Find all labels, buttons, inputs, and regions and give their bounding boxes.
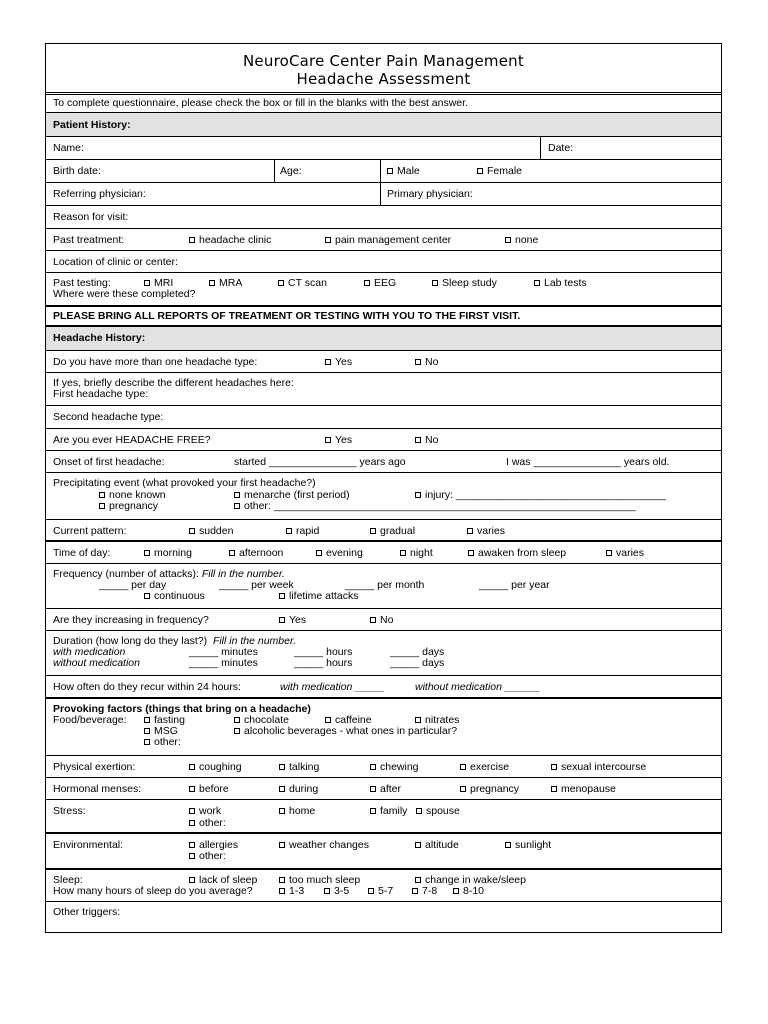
checkbox[interactable] bbox=[189, 786, 195, 792]
describe-row[interactable] bbox=[46, 373, 721, 406]
increasing-yes[interactable]: Yes bbox=[279, 615, 306, 626]
exertion-chewing[interactable]: chewing bbox=[370, 762, 419, 773]
checkbox[interactable] bbox=[432, 280, 438, 286]
patient-history-heading-row bbox=[46, 113, 721, 137]
sleep-1-3[interactable]: 1-3 bbox=[279, 886, 304, 897]
checkbox[interactable] bbox=[209, 280, 215, 286]
exertion-label: Physical exertion: bbox=[53, 761, 136, 773]
time-varies[interactable]: varies bbox=[606, 548, 644, 559]
menses-pregnancy[interactable]: pregnancy bbox=[460, 784, 519, 795]
checkbox[interactable] bbox=[316, 550, 322, 556]
food-other[interactable]: other: bbox=[144, 737, 181, 748]
onset-age[interactable]: I was _______________ years old. bbox=[506, 456, 670, 468]
checkbox[interactable] bbox=[189, 237, 195, 243]
time-afternoon[interactable]: afternoon bbox=[229, 548, 283, 559]
other-triggers-label: Other triggers: bbox=[53, 906, 121, 918]
headache-history-heading-row bbox=[46, 327, 721, 351]
first-type-label: First headache type: bbox=[53, 388, 149, 400]
checkbox[interactable] bbox=[534, 280, 540, 286]
provoking-row bbox=[46, 699, 721, 756]
frequency-per-year[interactable]: _____ per year bbox=[479, 579, 550, 591]
checkbox[interactable] bbox=[279, 764, 285, 770]
notice-row bbox=[46, 307, 721, 327]
male-option[interactable] bbox=[387, 166, 420, 177]
checkbox[interactable] bbox=[189, 842, 195, 848]
sleep-lack[interactable]: lack of sleep bbox=[189, 875, 257, 886]
instructions: To complete questionnaire, please check the box or fill in the blanks with the best answer. bbox=[53, 97, 468, 109]
pattern-sudden[interactable]: sudden bbox=[189, 526, 233, 537]
frequency-row bbox=[46, 564, 721, 609]
time-awaken[interactable]: awaken from sleep bbox=[468, 548, 566, 559]
checkbox[interactable] bbox=[286, 528, 292, 534]
checkbox[interactable] bbox=[229, 550, 235, 556]
male-label: Male bbox=[397, 165, 420, 177]
frequency-label: Frequency (number of attacks): Fill in the number. bbox=[53, 568, 285, 580]
with-days[interactable]: _____ days bbox=[390, 646, 445, 658]
female-label: Female bbox=[487, 165, 523, 177]
form-title bbox=[46, 44, 721, 92]
treatment-none[interactable]: none bbox=[505, 235, 538, 246]
female-option[interactable] bbox=[477, 166, 522, 177]
checkbox[interactable] bbox=[144, 739, 150, 745]
recur-label: How often do they recur within 24 hours: bbox=[53, 681, 241, 693]
frequency-per-day[interactable]: _____ per day bbox=[99, 579, 167, 591]
past-treatment-label: Past treatment: bbox=[53, 234, 125, 246]
duration-without-med: without medication bbox=[53, 657, 140, 669]
second-type-row[interactable] bbox=[46, 406, 721, 429]
checkbox[interactable] bbox=[505, 842, 511, 848]
frequency-per-week[interactable]: _____ per week bbox=[219, 579, 294, 591]
title-line-1: NeuroCare Center Pain Management bbox=[243, 52, 524, 70]
stress-other[interactable]: other: bbox=[189, 818, 226, 829]
testing-eeg[interactable]: EEG bbox=[364, 278, 396, 289]
checkbox[interactable] bbox=[416, 808, 422, 814]
more-than-one-label: Do you have more than one headache type: bbox=[53, 356, 258, 368]
checkbox[interactable] bbox=[279, 877, 285, 883]
menses-menopause[interactable]: menopause bbox=[551, 784, 616, 795]
food-fasting[interactable]: fasting bbox=[144, 715, 185, 726]
checkbox[interactable] bbox=[279, 786, 285, 792]
env-sunlight[interactable]: sunlight bbox=[505, 840, 551, 851]
checkbox[interactable] bbox=[234, 492, 240, 498]
checkbox[interactable] bbox=[368, 888, 374, 894]
more-than-one-no[interactable]: No bbox=[415, 357, 438, 368]
frequency-per-month[interactable]: _____ per month bbox=[345, 579, 425, 591]
checkbox[interactable] bbox=[144, 593, 150, 599]
checkbox[interactable] bbox=[189, 820, 195, 826]
increasing-no[interactable]: No bbox=[370, 615, 393, 626]
checkbox[interactable] bbox=[467, 528, 473, 534]
stress-family[interactable]: family bbox=[370, 806, 407, 817]
food-chocolate[interactable]: chocolate bbox=[234, 715, 289, 726]
checkbox[interactable] bbox=[99, 492, 105, 498]
checkbox[interactable] bbox=[325, 359, 331, 365]
checkbox[interactable] bbox=[415, 359, 421, 365]
checkbox[interactable] bbox=[415, 492, 421, 498]
testing-lab[interactable]: Lab tests bbox=[534, 278, 587, 289]
checkbox[interactable] bbox=[189, 764, 195, 770]
testing-mri[interactable]: MRI bbox=[144, 278, 173, 289]
title-line-2: Headache Assessment bbox=[296, 70, 471, 88]
checkbox[interactable] bbox=[551, 764, 557, 770]
food-caffeine[interactable]: caffeine bbox=[325, 715, 372, 726]
env-altitude[interactable]: altitude bbox=[415, 840, 459, 851]
checkbox[interactable] bbox=[234, 503, 240, 509]
headache-history-heading: Headache History: bbox=[53, 332, 146, 344]
stress-row bbox=[46, 800, 721, 834]
exertion-row bbox=[46, 756, 721, 778]
sleep-8-10[interactable]: 8-10 bbox=[453, 886, 484, 897]
notice: PLEASE BRING ALL REPORTS OF TREATMENT OR TESTING WITH YOU TO THE FIRST VISIT. bbox=[53, 310, 521, 322]
food-label: Food/beverage: bbox=[53, 714, 127, 726]
primary-physician-label: Primary physician: bbox=[387, 188, 473, 200]
checkbox[interactable] bbox=[370, 786, 376, 792]
menses-before[interactable]: before bbox=[189, 784, 229, 795]
checkbox[interactable] bbox=[279, 888, 285, 894]
checkbox[interactable] bbox=[324, 888, 330, 894]
describe-label: If yes, briefly describe the different headaches here: bbox=[53, 377, 294, 389]
exertion-exercise[interactable]: exercise bbox=[460, 762, 509, 773]
headache-assessment-form bbox=[45, 43, 722, 933]
pattern-rapid[interactable]: rapid bbox=[286, 526, 319, 537]
headache-free-no[interactable]: No bbox=[415, 435, 438, 446]
without-minutes[interactable]: _____ minutes bbox=[189, 657, 258, 669]
frequency-continuous[interactable]: continuous bbox=[144, 591, 205, 602]
checkbox[interactable] bbox=[415, 842, 421, 848]
checkbox[interactable] bbox=[189, 528, 195, 534]
patient-history-heading: Patient History: bbox=[53, 119, 131, 131]
checkbox[interactable] bbox=[144, 280, 150, 286]
checkbox[interactable] bbox=[234, 717, 240, 723]
checkbox[interactable] bbox=[144, 550, 150, 556]
env-allergies[interactable]: allergies bbox=[189, 840, 238, 851]
male-checkbox[interactable] bbox=[387, 168, 393, 174]
sleep-label: Sleep: bbox=[53, 874, 83, 886]
birth-date-label: Birth date: bbox=[53, 165, 101, 177]
checkbox[interactable] bbox=[551, 786, 557, 792]
sleep-row bbox=[46, 870, 721, 902]
checkbox[interactable] bbox=[370, 808, 376, 814]
checkbox[interactable] bbox=[279, 808, 285, 814]
checkbox[interactable] bbox=[144, 717, 150, 723]
date-label: Date: bbox=[548, 142, 574, 154]
checkbox[interactable] bbox=[412, 888, 418, 894]
name-row[interactable] bbox=[46, 137, 721, 160]
recur-with[interactable]: with medication _____ bbox=[280, 681, 385, 693]
with-minutes[interactable]: _____ minutes bbox=[189, 646, 258, 658]
checkbox[interactable] bbox=[279, 593, 285, 599]
without-hours[interactable]: _____ hours bbox=[294, 657, 353, 669]
more-than-one-yes[interactable]: Yes bbox=[325, 357, 352, 368]
precipitating-row bbox=[46, 473, 721, 520]
food-alcohol[interactable]: alcoholic beverages - what ones in particular? bbox=[234, 726, 457, 737]
checkbox[interactable] bbox=[189, 853, 195, 859]
food-nitrates[interactable]: nitrates bbox=[415, 715, 459, 726]
age-label: Age: bbox=[280, 165, 302, 177]
checkbox[interactable] bbox=[189, 877, 195, 883]
instructions-row bbox=[46, 95, 721, 113]
stress-work[interactable]: work bbox=[189, 806, 221, 817]
increasing-row bbox=[46, 609, 721, 631]
checkbox[interactable] bbox=[415, 717, 421, 723]
more-than-one-row bbox=[46, 351, 721, 373]
referring-physician-label: Referring physician: bbox=[53, 188, 146, 200]
environmental-label: Environmental: bbox=[53, 839, 124, 851]
checkbox[interactable] bbox=[460, 764, 466, 770]
treatment-headache-clinic[interactable]: headache clinic bbox=[189, 235, 271, 246]
past-testing-label: Past testing: bbox=[53, 277, 111, 289]
headache-free-row bbox=[46, 429, 721, 451]
treatment-pain-center[interactable]: pain management center bbox=[325, 235, 451, 246]
checkbox[interactable] bbox=[325, 717, 331, 723]
checkbox[interactable] bbox=[415, 877, 421, 883]
location-row[interactable] bbox=[46, 251, 721, 273]
checkbox[interactable] bbox=[144, 728, 150, 734]
checkbox[interactable] bbox=[400, 550, 406, 556]
other-triggers-row[interactable] bbox=[46, 902, 721, 932]
exertion-coughing[interactable]: coughing bbox=[189, 762, 242, 773]
recur-without[interactable]: without medication ______ bbox=[415, 681, 540, 693]
checkbox[interactable] bbox=[460, 786, 466, 792]
checkbox[interactable] bbox=[325, 437, 331, 443]
onset-started[interactable]: started _______________ years ago bbox=[234, 456, 406, 468]
time-row bbox=[46, 542, 721, 564]
checkbox[interactable] bbox=[279, 842, 285, 848]
food-msg[interactable]: MSG bbox=[144, 726, 178, 737]
testing-mra[interactable]: MRA bbox=[209, 278, 242, 289]
checkbox[interactable] bbox=[415, 437, 421, 443]
without-days[interactable]: _____ days bbox=[390, 657, 445, 669]
onset-row[interactable] bbox=[46, 451, 721, 473]
time-label: Time of day: bbox=[53, 547, 111, 559]
with-hours[interactable]: _____ hours bbox=[294, 646, 353, 658]
pattern-gradual[interactable]: gradual bbox=[370, 526, 415, 537]
menses-after[interactable]: after bbox=[370, 784, 401, 795]
stress-label: Stress: bbox=[53, 805, 86, 817]
sleep-7-8[interactable]: 7-8 bbox=[412, 886, 437, 897]
duration-label: Duration (how long do they last?) Fill in the number. bbox=[53, 635, 296, 647]
precip-other[interactable]: other: ______________________________________________________________ bbox=[234, 501, 636, 512]
location-label: Location of clinic or center: bbox=[53, 256, 178, 268]
environmental-row bbox=[46, 834, 721, 870]
checkbox[interactable] bbox=[468, 550, 474, 556]
checkbox[interactable] bbox=[189, 808, 195, 814]
frequency-lifetime[interactable]: lifetime attacks bbox=[279, 591, 358, 602]
checkbox[interactable] bbox=[505, 237, 511, 243]
testing-ct[interactable]: CT scan bbox=[278, 278, 327, 289]
checkbox[interactable] bbox=[370, 617, 376, 623]
precip-menarche[interactable]: menarche (first period) bbox=[234, 490, 350, 501]
headache-free-yes[interactable]: Yes bbox=[325, 435, 352, 446]
env-weather[interactable]: weather changes bbox=[279, 840, 369, 851]
physician-row[interactable] bbox=[46, 183, 721, 206]
recur-row bbox=[46, 676, 721, 699]
precip-pregnancy[interactable]: pregnancy bbox=[99, 501, 158, 512]
exertion-intercourse[interactable]: sexual intercourse bbox=[551, 762, 646, 773]
exertion-talking[interactable]: talking bbox=[279, 762, 319, 773]
checkbox[interactable] bbox=[278, 280, 284, 286]
checkbox[interactable] bbox=[325, 237, 331, 243]
testing-sleep[interactable]: Sleep study bbox=[432, 278, 497, 289]
onset-label: Onset of first headache: bbox=[53, 456, 165, 468]
sleep-5-7[interactable]: 5-7 bbox=[368, 886, 393, 897]
female-checkbox[interactable] bbox=[477, 168, 483, 174]
pattern-varies[interactable]: varies bbox=[467, 526, 505, 537]
past-testing-row bbox=[46, 273, 721, 307]
sleep-change[interactable]: change in wake/sleep bbox=[415, 875, 526, 886]
time-evening[interactable]: evening bbox=[316, 548, 363, 559]
past-treatment-row bbox=[46, 229, 721, 251]
checkbox[interactable] bbox=[279, 617, 285, 623]
headache-free-label: Are you ever HEADACHE FREE? bbox=[53, 434, 211, 446]
birth-row[interactable] bbox=[46, 160, 721, 183]
pattern-row bbox=[46, 520, 721, 542]
increasing-label: Are they increasing in frequency? bbox=[53, 614, 209, 626]
sleep-hours-label: How many hours of sleep do you average? bbox=[53, 885, 253, 897]
second-type-label: Second headache type: bbox=[53, 411, 164, 423]
checkbox[interactable] bbox=[453, 888, 459, 894]
menses-during[interactable]: during bbox=[279, 784, 318, 795]
checkbox[interactable] bbox=[370, 528, 376, 534]
precip-injury[interactable]: injury: ____________________________________ bbox=[415, 490, 666, 501]
sleep-too-much[interactable]: too much sleep bbox=[279, 875, 360, 886]
stress-spouse[interactable]: spouse bbox=[416, 806, 460, 817]
checkbox[interactable] bbox=[606, 550, 612, 556]
checkbox[interactable] bbox=[234, 728, 240, 734]
duration-row bbox=[46, 631, 721, 676]
pattern-label: Current pattern: bbox=[53, 525, 127, 537]
menses-row bbox=[46, 778, 721, 800]
reason-row[interactable] bbox=[46, 206, 721, 229]
time-morning[interactable]: morning bbox=[144, 548, 192, 559]
reason-label: Reason for visit: bbox=[53, 211, 129, 223]
provoking-heading: Provoking factors (things that bring on a headache) bbox=[53, 703, 311, 715]
precip-label: Precipitating event (what provoked your first headache?) bbox=[53, 477, 316, 489]
checkbox[interactable] bbox=[370, 764, 376, 770]
time-night[interactable]: night bbox=[400, 548, 433, 559]
checkbox[interactable] bbox=[99, 503, 105, 509]
testing-where: Where were these completed? bbox=[53, 288, 196, 300]
env-other[interactable]: other: bbox=[189, 851, 226, 862]
precip-none-known[interactable]: none known bbox=[99, 490, 166, 501]
sleep-3-5[interactable]: 3-5 bbox=[324, 886, 349, 897]
stress-home[interactable]: home bbox=[279, 806, 315, 817]
name-label: Name: bbox=[53, 142, 84, 154]
checkbox[interactable] bbox=[364, 280, 370, 286]
duration-with-med: with medication bbox=[53, 646, 126, 658]
menses-label: Hormonal menses: bbox=[53, 783, 142, 795]
